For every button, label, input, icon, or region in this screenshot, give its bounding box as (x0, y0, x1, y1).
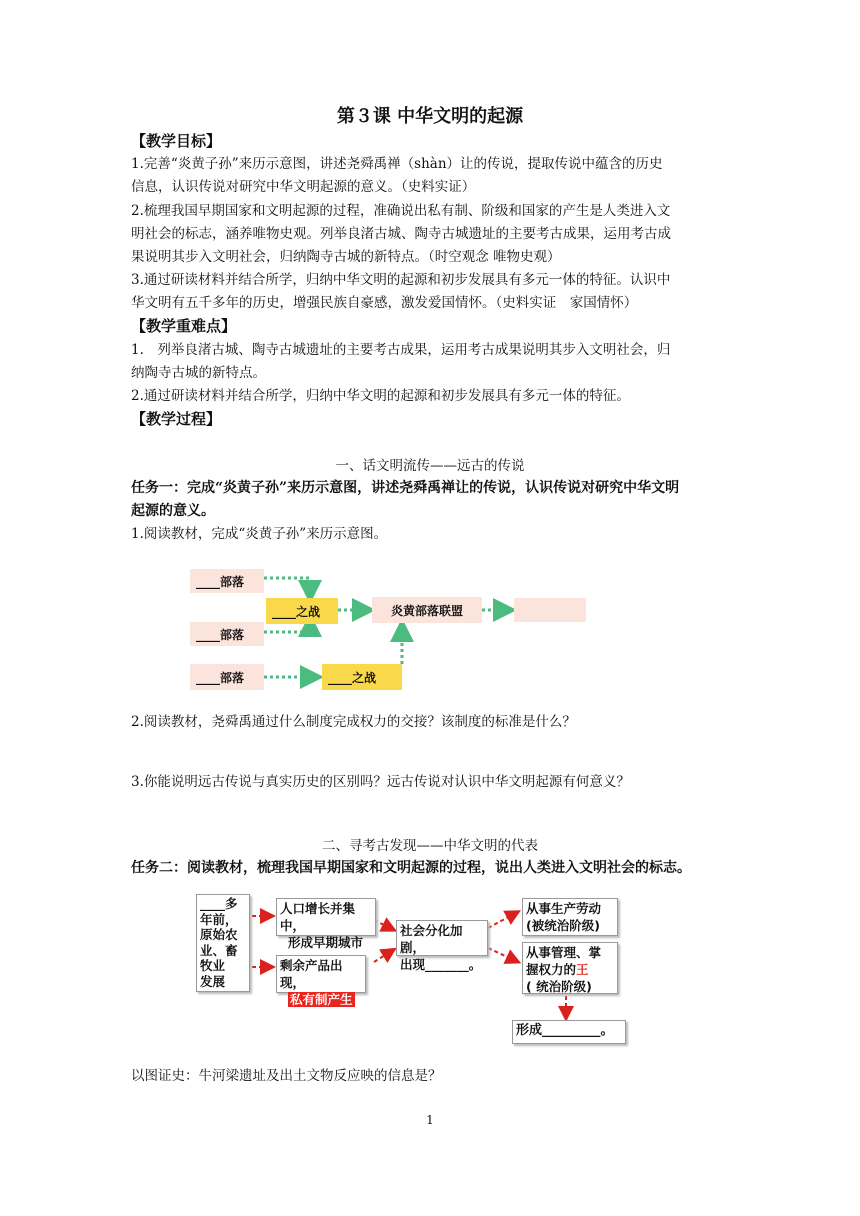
lesson-title: 第３课 中华文明的起源 (336, 106, 524, 127)
tribe-box-2: ____部落 (190, 622, 264, 646)
tribe-box-3: ____部落 (190, 664, 264, 690)
origin-years: ____多 (200, 896, 238, 911)
origin-text: 业、畜 (200, 942, 238, 958)
ruling-class-row (526, 961, 614, 978)
question-3: 3.你能说明远古传说与真实历史的区别吗？远古传说对认识中华文明起源有何意义？ (131, 774, 630, 790)
goals-line: 2.梳理我国早期国家和文明起源的过程，准确说出私有制、阶级和国家的产生是人类进入文 (131, 203, 671, 219)
battle-box-1: ____之战 (266, 598, 338, 624)
part1-title: 一、话文明流传——远古的传说 (335, 458, 525, 474)
result-box (514, 598, 586, 622)
city-box (276, 898, 376, 950)
ruling-class-text: ( 统治阶级) (526, 979, 592, 994)
private-ownership-highlight: 私有制产生 (290, 992, 353, 1007)
ruling-class-text: 从事管理、掌 (526, 945, 602, 960)
task1-line: 任务一：完成“炎黄子孙”来历示意图，讲述尧舜禹禅让的传说，认识传说对研究中华文明 (131, 480, 680, 496)
key-points-line: 1. 列举良渚古城、陶寺古城遗址的主要考古成果，运用考古成果说明其步入文明社会，归 (131, 342, 671, 358)
goals-line: 信息，认识传说对研究中华文明起源的意义。（史料实证） (131, 179, 476, 195)
goals-line: 1.完善“炎黄子孙”来历示意图，讲述尧舜禹禅（shàn）让的传说，提取传说中蕴含的历史 (131, 156, 663, 172)
city-text: 形成早期城市 (288, 935, 364, 950)
city-text: 人口增长并集中， (280, 901, 356, 933)
origin-text: 年前， (200, 911, 238, 927)
king-highlight: 王 (576, 962, 589, 977)
division-box (396, 920, 488, 972)
battle-box-2: ____之战 (322, 664, 402, 690)
origin-text: 牧业 (200, 958, 226, 973)
division-text: 社会分化加剧， (400, 923, 463, 955)
page-number: 1 (426, 1113, 434, 1127)
goals-line: 3.通过研读材料并结合所学，归纳中华文明的起源和初步发展具有多元一体的特征。认识中 (131, 272, 671, 288)
evidence-question: 以图证史：牛河梁遗址及出土文物反应映的信息是？ (131, 1068, 442, 1084)
task1-line: 起源的意义。 (131, 503, 215, 519)
task2-line: 任务二：阅读教材，梳理我国早期国家和文明起源的过程，说出人类进入文明社会的标志。 (131, 860, 691, 876)
part2-title: 二、寻考古发现——中华文明的代表 (322, 838, 538, 854)
ruling-class-box (522, 942, 618, 994)
key-points-line: 纳陶寺古城的新特点。 (131, 365, 266, 381)
origin-text: 发展 (200, 973, 226, 989)
goals-line: 果说明其步入文明社会，归纳陶寺古城的新特点。（时空观念 唯物史观） (131, 249, 561, 265)
surplus-box (276, 955, 366, 1007)
origin-text: 原始农 (200, 927, 238, 942)
division-text: 出现_______。 (400, 957, 482, 972)
ruled-class-text: 从事生产劳动 (526, 901, 602, 916)
key-points-heading: 【教学重难点】 (131, 317, 237, 335)
goals-line: 华文明有五千多年的历史，增强民族自豪感，激发爱国情怀。（史料实证 家国情怀） (131, 295, 638, 311)
goals-line: 明社会的标志，涵养唯物史观。列举良渚古城、陶寺古城遗址的主要考古成果，运用考古成 (131, 226, 671, 242)
question-1: 1.阅读教材，完成“炎黄子孙”来历示意图。 (131, 526, 388, 542)
process-heading: 【教学过程】 (131, 410, 222, 428)
origin-box (196, 894, 250, 992)
tribe-box-1: ____部落 (190, 569, 264, 593)
question-2: 2.阅读教材，尧舜禹通过什么制度完成权力的交接？该制度的标准是什么？ (131, 714, 576, 730)
alliance-box: 炎黄部落联盟 (372, 597, 482, 623)
goals-heading: 【教学目标】 (131, 132, 222, 150)
key-points-line: 2.通过研读材料并结合所学，归纳中华文明的起源和初步发展具有多元一体的特征。 (131, 388, 630, 404)
ruling-class-text: 握权力的 (526, 962, 577, 977)
ruled-class-text: (被统治阶级) (526, 918, 600, 933)
surplus-text: 剩余产品出现， (280, 958, 343, 990)
formation-box: 形成_________。 (512, 1020, 626, 1044)
ruled-class-box (522, 898, 618, 936)
surplus-highlight-row (280, 991, 362, 1008)
